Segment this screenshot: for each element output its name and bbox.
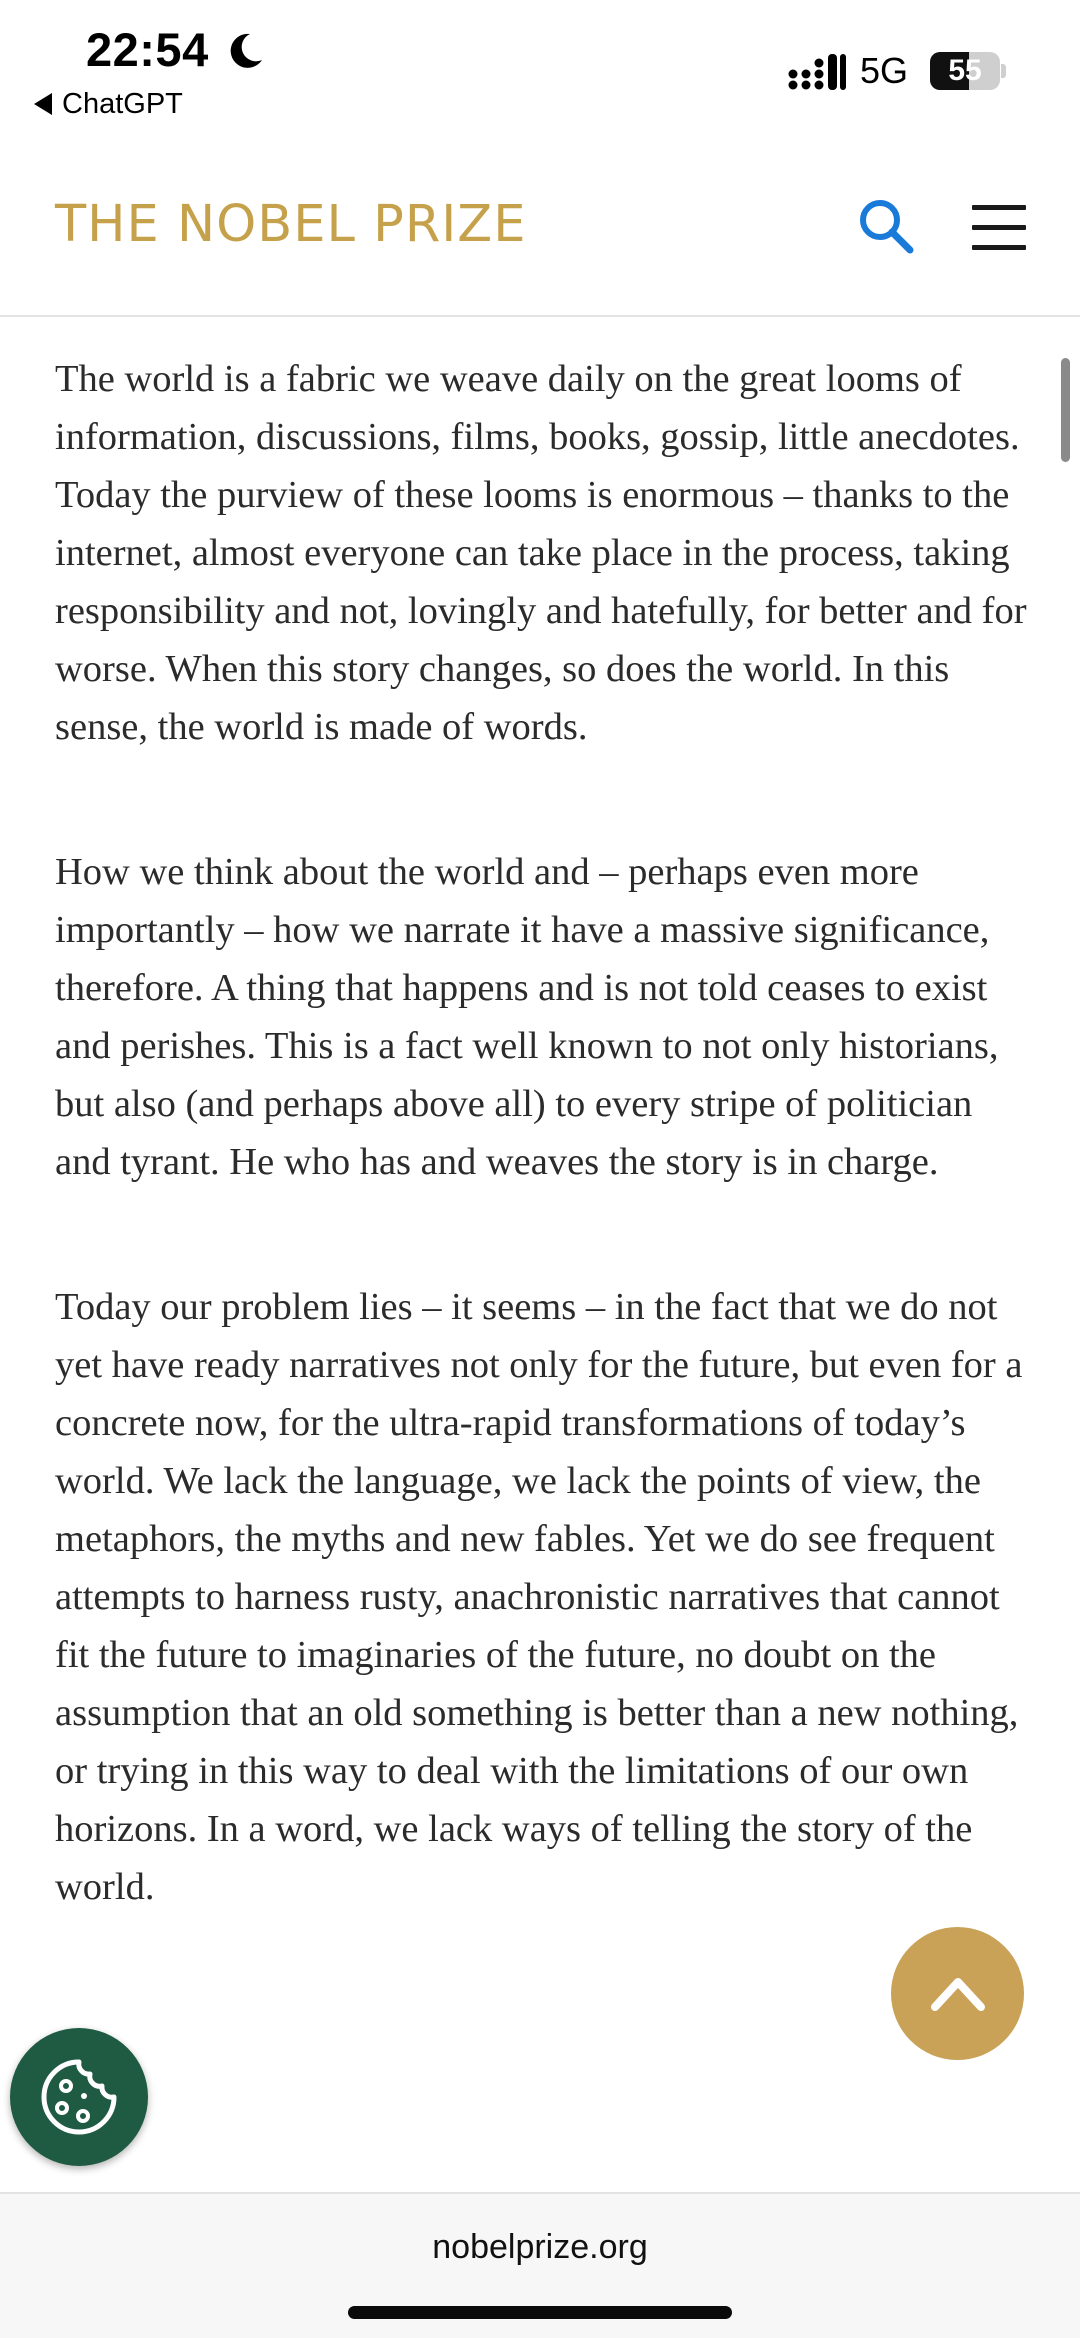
back-arrow-icon xyxy=(34,93,52,115)
browser-address-bar[interactable] xyxy=(0,2192,1080,2338)
status-time: 22:54 xyxy=(86,23,209,76)
search-icon[interactable] xyxy=(855,195,917,257)
signal-icon xyxy=(788,52,846,92)
article-paragraph: The world is a fabric we weave daily on the great looms of information, discussions, films, books, gossip, little anecdotes. Today the purview of these looms is enormous – thanks to the internet, almost everyone can take place in the process, taking responsibility and not, lovingly and hatefully, for better and for worse. When this story changes, so does the world. In this sense, the world is made of words. xyxy=(55,358,1027,748)
hamburger-menu-icon[interactable] xyxy=(972,205,1026,251)
site-logo[interactable]: THE NOBEL PRIZE xyxy=(55,195,527,254)
url-label[interactable]: nobelprize.org xyxy=(432,2228,648,2266)
scroll-to-top-button[interactable] xyxy=(891,1927,1024,2060)
chevron-up-icon xyxy=(927,1967,989,2017)
site-header xyxy=(0,135,1080,317)
back-to-app-button[interactable] xyxy=(34,84,183,124)
battery-level: 55 xyxy=(948,54,982,87)
article-paragraph: How we think about the world and – perhaps even more importantly – how we narrate it have a massive significance, therefore. A thing that happens and is not told ceases to exist and perishes. This is a fact well known to not only historians, but also (and perhaps above all) to every stripe of politician and tyrant. He who has and weaves the story is in charge. xyxy=(55,851,999,1183)
article-paragraph: Today our problem lies – it seems – in the fact that we do not yet have ready narratives not only for the future, but even for a concrete now, for the ultra-rapid transformations of today’s world. We lack the language, we lack the points of view, the metaphors, the myths and new fables. Yet we do see frequent attempts to harness rusty, anachronistic narratives that cannot fit the future to imaginaries of the future, no doubt on the assumption that an old something is better than a new nothing, or trying in this way to deal with the limitations of our own horizons. In a word, we lack ways of telling the story of the world. xyxy=(55,1286,1023,1908)
status-bar xyxy=(0,0,1080,135)
moon-icon xyxy=(224,30,266,72)
back-app-label: ChatGPT xyxy=(62,87,183,120)
cookie-settings-button[interactable] xyxy=(10,2028,148,2166)
home-indicator[interactable] xyxy=(348,2306,732,2319)
article-body xyxy=(55,350,1035,2003)
cookie-icon xyxy=(38,2056,120,2138)
network-type: 5G xyxy=(860,50,909,91)
scrollbar[interactable] xyxy=(1061,358,1070,462)
battery-icon xyxy=(930,52,1006,90)
